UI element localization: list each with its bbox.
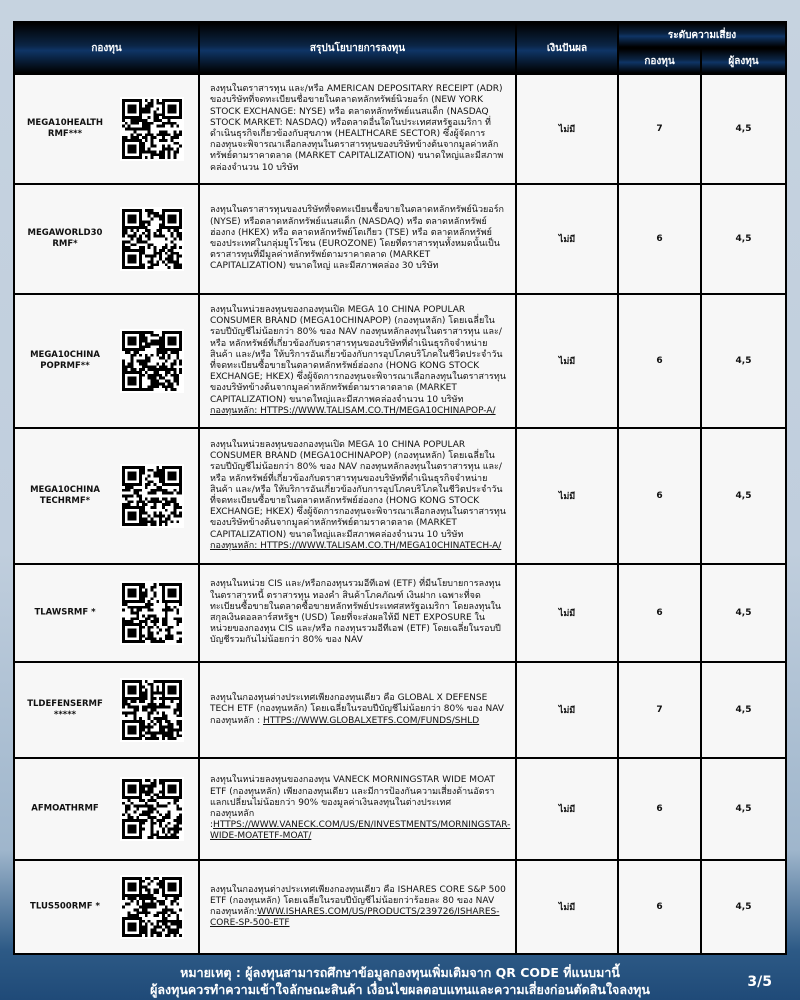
qr-code-icon[interactable] xyxy=(120,581,184,645)
header-risk-fund: กองทุน xyxy=(618,48,701,74)
dividend-cell: ไม่มี xyxy=(516,294,618,428)
header-fund: กองทุน xyxy=(14,22,199,74)
policy-text: ลงทุนในกองทุนต่างประเทศเพียงกองทุนเดียว คือ ISHARES CORE S&P 500 ETF (กองทุนหลัก) โดยเฉลี่ยในรอบปีบัญชีไม่น้อยกว่าร้อยละ 80 ของ NAV xyxy=(210,884,506,906)
table-row xyxy=(14,860,786,954)
risk-fund-cell: 6 xyxy=(618,184,701,294)
fund-name: MEGA10CHINA POPRMF** xyxy=(30,350,100,371)
policy-cell xyxy=(199,564,516,662)
qr-code-icon[interactable] xyxy=(120,875,184,939)
risk-investor-cell: 4,5 xyxy=(701,758,786,860)
fund-link[interactable]: กองทุนหลัก: HTTPS://WWW.TALISAM.CO.TH/MEGA10CHINATECH-A/ xyxy=(210,540,502,551)
fund-name: MEGA10CHINA TECHRMF* xyxy=(30,485,100,506)
risk-investor-cell: 4,5 xyxy=(701,428,786,564)
policy-text: ลงทุนในกองทุนต่างประเทศเพียงกองทุนเดียว คือ GLOBAL X DEFENSE TECH ETF (กองทุนหลัก) โดยเฉลี่ยในรอบปีบัญชีไม่น้อยกว่า 80% ของ NAV xyxy=(210,693,504,715)
fund-name: MEGAWORLD30 RMF* xyxy=(27,228,103,249)
qr-code-icon[interactable] xyxy=(120,329,184,393)
fund-name: TLDEFENSERMF ***** xyxy=(27,699,103,720)
dividend-cell: ไม่มี xyxy=(516,74,618,184)
risk-investor-cell: 4,5 xyxy=(701,662,786,758)
dividend-cell: ไม่มี xyxy=(516,860,618,954)
fund-name: MEGA10HEALTH RMF*** xyxy=(26,118,104,139)
footer xyxy=(0,962,800,1000)
ref-label: กองทุนหลัก : xyxy=(210,809,255,831)
risk-investor-cell: 4,5 xyxy=(701,294,786,428)
fund-table xyxy=(13,21,787,955)
dividend-cell: ไม่มี xyxy=(516,184,618,294)
dividend-cell: ไม่มี xyxy=(516,428,618,564)
fund-name: AFMOATHRMF xyxy=(31,803,99,814)
fund-link[interactable]: HTTPS://WWW.GLOBALXETFS.COM/FUNDS/SHLD xyxy=(263,715,480,726)
policy-text: ลงทุนในตราสารทุน และ/หรือ AMERICAN DEPOSITARY RECEIPT (ADR) ของบริษัทที่จดทะเบียนชื่อขายในตลาดหลักทรัพย์นิวยอร์ก (NEW YORK STOCK EXCHANGE: NYSE) หรือ ตลาดหลักทรัพย์แนสแด็ก (NASDAQ STOCK MARKET: NASDAQ) หรือตลาดอื่นใดในประเทศสหรัฐอเมริกา ที่ดำเนินธุรกิจเกี่ยวข้องกับสุขภาพ (HEALTHCARE SECTOR) ซึ่งผู้จัดการกองทุนจะพิจารณาเลือกลงทุนในตราสารทุนของบริษัทข้างต้นจากมูลค่าหลักทรัพย์ตามราคาตลาด (MARKET CAPITALIZATION) ขนาดใหญ่และมีสภาพคล่องจำนวน 10 บริษัท xyxy=(210,84,504,173)
risk-investor-cell: 4,5 xyxy=(701,564,786,662)
fund-cell xyxy=(14,564,199,662)
qr-code-icon[interactable] xyxy=(120,464,184,528)
policy-cell xyxy=(199,662,516,758)
fund-cell xyxy=(14,662,199,758)
table-row xyxy=(14,184,786,294)
header-risk-investor: ผู้ลงทุน xyxy=(701,48,786,74)
policy-cell xyxy=(199,758,516,860)
risk-fund-cell: 6 xyxy=(618,860,701,954)
table-row xyxy=(14,294,786,428)
header-dividend: เงินปันผล xyxy=(516,22,618,74)
policy-cell xyxy=(199,860,516,954)
risk-fund-cell: 6 xyxy=(618,564,701,662)
dividend-cell: ไม่มี xyxy=(516,662,618,758)
dividend-cell: ไม่มี xyxy=(516,758,618,860)
fund-cell xyxy=(14,860,199,954)
risk-fund-cell: 6 xyxy=(618,428,701,564)
footer-note-line2: ผู้ลงทุนควรทำความเข้าใจลักษณะสินค้า เงื่อนไขผลตอบแทนและความเสี่ยงก่อนตัดสินใจลงทุน xyxy=(150,982,650,997)
policy-text: ลงทุนในหน่วยลงทุนของกองทุนเปิด MEGA 10 CHINA POPULAR CONSUMER BRAND (MEGA10CHINAPOP) (กองทุนหลัก) โดยเฉลี่ยในรอบปีบัญชีไม่น้อยกว่า 80% ของ NAV กองทุนหลักลงทุนในตราสารทุน และ/หรือ หลักทรัพย์ที่เกี่ยวข้องกับตราสารทุนของบริษัทที่ดำเนินธุรกิจจำหน่ายสินค้า และ/หรือ ให้บริการอันเกี่ยวข้องกับการอุปโภคบริโภคในชีวิตประจำวัน ที่จดทะเบียนซื้อขายในตลาดหลักทรัพย์ฮ่องกง (HONG KONG STOCK EXCHANGE; HKEX) ซึ่งผู้จัดการกองทุนจะพิจารณาเลือกลงทุนในตราสารทุนของบริษัทข้างต้นจากมูลค่าหลักทรัพย์ตามราคาตลาด (MARKET CAPITALIZATION) ขนาดใหญ่และมีสภาพคล่องจำนวน 10 บริษัท xyxy=(210,304,506,405)
risk-fund-cell: 7 xyxy=(618,662,701,758)
fund-name: TLAWSRMF * xyxy=(34,607,96,618)
qr-code-icon[interactable] xyxy=(120,678,184,742)
fund-link[interactable]: กองทุนหลัก: HTTPS://WWW.TALISAM.CO.TH/MEGA10CHINAPOP-A/ xyxy=(210,405,496,416)
policy-cell xyxy=(199,74,516,184)
header-policy: สรุปนโยบายการลงทุน xyxy=(199,22,516,74)
risk-investor-cell: 4,5 xyxy=(701,860,786,954)
table-row xyxy=(14,758,786,860)
risk-fund-cell: 6 xyxy=(618,294,701,428)
fund-name: TLUS500RMF * xyxy=(30,901,100,912)
fund-cell xyxy=(14,74,199,184)
table-row xyxy=(14,74,786,184)
policy-cell xyxy=(199,428,516,564)
fund-cell xyxy=(14,184,199,294)
fund-link[interactable]: HTTPS://WWW.VANECK.COM/US/EN/INVESTMENTS/MORNINGSTAR-WIDE-MOATETF-MOAT/ xyxy=(210,820,511,842)
qr-code-icon[interactable] xyxy=(120,207,184,271)
qr-code-icon[interactable] xyxy=(120,97,184,161)
policy-text: ลงทุนในตราสารทุนของบริษัทที่จดทะเบียนชื้อขายในตลาดหลักทรัพย์นิวยอร์ก (NYSE) หรือตลาดหลักทรัพย์แนสแด็ก (NASDAQ) หรือ ตลาดหลักทรัพย์ฮ่องกง (HKEX) หรือ ตลาดหลักทรัพย์โตเกียว (TSE) หรือ ตลาดหลักทรัพย์ของประเทศในกลุ่มยูโรโซน (EUROZONE) โดยที่ตราสารทุนทั้งหมดนั้นเป็นตราสารทุนที่มีมูลค่าหลักทรัพย์ตามราคาตลาด (MARKET CAPITALIZATION) ขนาดใหญ่ และมีสภาพคล่อง 30 บริษัท xyxy=(210,205,504,272)
policy-text: ลงทุนในหน่วยลงทุนของกองทุน VANECK MORNINGSTAR WIDE MOAT ETF (กองทุนหลัก) เพียงกองทุนเดียว และมีการป้องกันความเสี่ยงด้านอัตราแลกเปลี่ยนไม่น้อยกว่า 90% ของมูลค่าเงินลงทุนในต่างประเทศ xyxy=(210,775,495,808)
fund-cell xyxy=(14,758,199,860)
risk-fund-cell: 6 xyxy=(618,758,701,860)
risk-fund-cell: 7 xyxy=(618,74,701,184)
footer-note xyxy=(120,964,680,998)
dividend-cell: ไม่มี xyxy=(516,564,618,662)
ref-label: กองทุนหลัก: xyxy=(210,907,258,917)
policy-cell xyxy=(199,184,516,294)
fund-link[interactable]: WWW.ISHARES.COM/US/PRODUCTS/239726/ISHARES-CORE-SP-500-ETF xyxy=(210,907,500,929)
risk-investor-cell: 4,5 xyxy=(701,74,786,184)
footer-note-line1: หมายเหตุ : ผู้ลงทุนสามารถศึกษาข้อมูลกองทุนเพิ่มเติมจาก QR CODE ที่แนบมานี้ xyxy=(180,965,620,980)
ref-label: กองทุนหลัก : xyxy=(210,715,263,726)
table-row xyxy=(14,564,786,662)
table-row xyxy=(14,662,786,758)
policy-text: ลงทุนในหน่วย CIS และ/หรือกองทุนรวมอีทีเอฟ (ETF) ที่มีนโยบายการลงทุนในตราสารหนี้ ตราสารทุน ทองคำ สินค้าโภคภัณฑ์ เงินฝาก เฉพาะที่จดทะเบียนซื้อขายในตลาดซื้อขายหลักทรัพย์ประเทศสหรัฐอเมริกา โดยลงทุนในสกุลเงินดอลลาร์สหรัฐฯ (USD) โดยที่จะส่งผลให้มี NET EXPOSURE ในหน่วยของกองทุน CIS และ/หรือ กองทุนรวมอีทีเอฟ (ETF) โดยเฉลี่ยในรอบปีบัญชีรวมกันไม่น้อยกว่า 80% ของ NAV xyxy=(210,579,502,646)
header-risk-level: ระดับความเสี่ยง xyxy=(618,22,786,48)
fund-cell xyxy=(14,294,199,428)
table-row xyxy=(14,428,786,564)
qr-code-icon[interactable] xyxy=(120,777,184,841)
fund-cell xyxy=(14,428,199,564)
risk-investor-cell: 4,5 xyxy=(701,184,786,294)
page-number: 3/5 xyxy=(747,974,772,990)
policy-text: ลงทุนในหน่วยลงทุนของกองทุนเปิด MEGA 10 CHINA POPULAR CONSUMER BRAND (MEGA10CHINAPOP) (กองทุนหลัก) โดยเฉลี่ยในรอบปีบัญชีไม่น้อยกว่า 80% ของ NAV กองทุนหลักลงทุนในตราสารทุน และ/หรือ หลักทรัพย์ที่เกี่ยวข้องกับตราสารทุนของบริษัทที่ดำเนินธุรกิจจำหน่ายสินค้า และ/หรือ ให้บริการอันเกี่ยวข้องกับการอุปโภคบริโภคในชีวิตประจำวัน ที่จดทะเบียนซื้อขายในตลาดหลักทรัพย์ฮ่องกง (HONG KONG STOCK EXCHANGE; HKEX) ซึ่งผู้จัดการกองทุนจะพิจารณาเลือกลงทุนในตราสารทุนของบริษัทข้างต้นจากมูลค่าหลักทรัพย์ตามราคาตลาด (MARKET CAPITALIZATION) ขนาดใหญ่และมีสภาพคล่องจำนวน 10 บริษัท xyxy=(210,439,506,540)
policy-cell xyxy=(199,294,516,428)
